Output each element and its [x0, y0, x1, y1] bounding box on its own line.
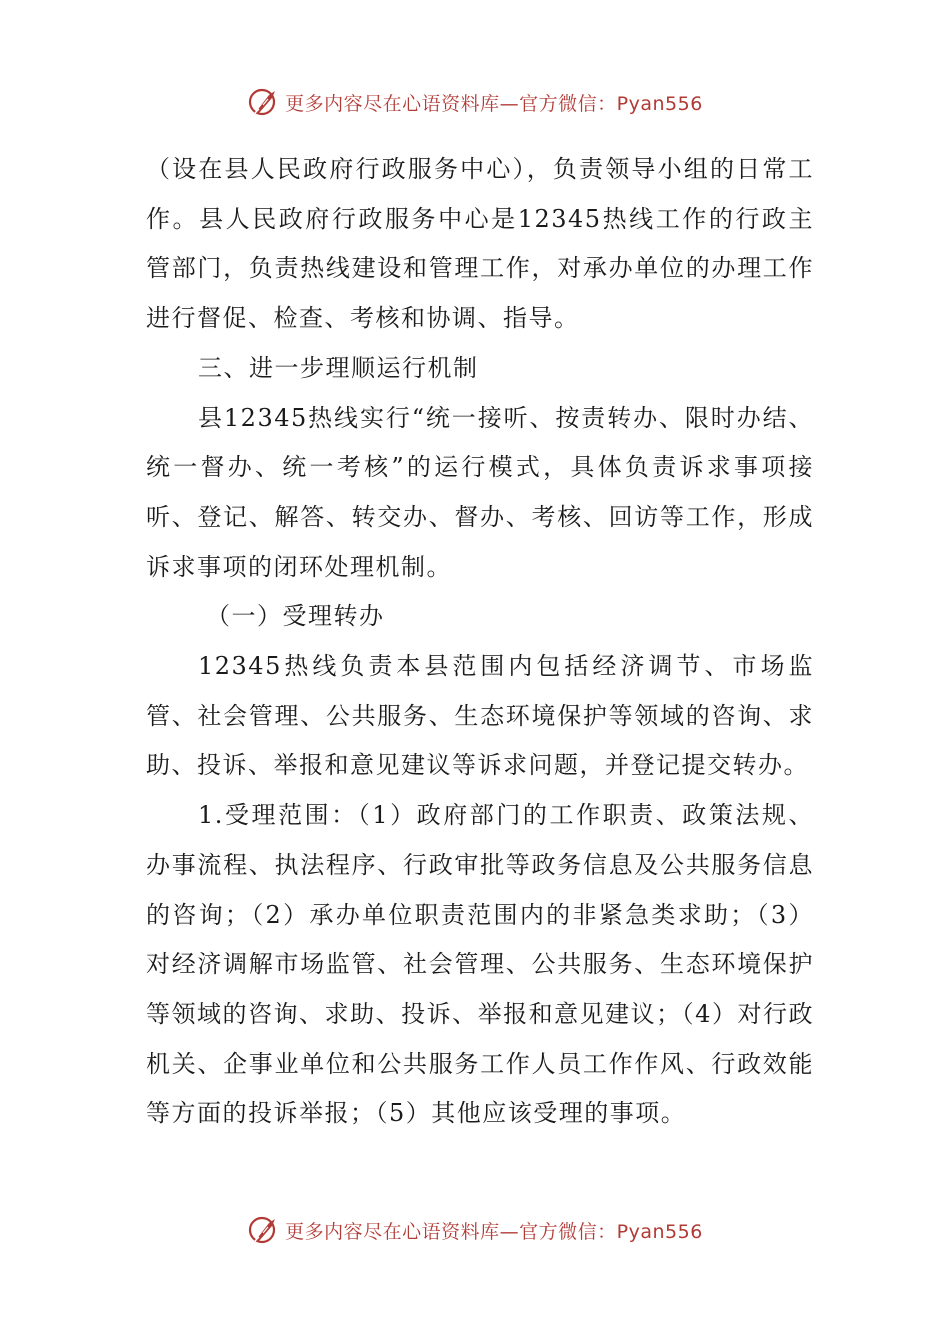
footer-banner — [0, 1208, 950, 1252]
header-banner-text: 更多内容尽在心语资料库—官方微信：Pyan556 — [285, 92, 703, 115]
header-banner — [0, 80, 950, 124]
document-body — [146, 145, 814, 1139]
paragraph-operating-mode: 县12345热线实行“统一接听、按责转办、限时办结、统一督办、统一考核”的运行模式，具体负责诉求事项接听、登记、解答、转交办、督办、考核、回访等工作，形成诉求事项的闭环处理机制。 — [146, 403, 814, 581]
paragraph-hotline-scope: 12345热线负责本县范围内包括经济调节、市场监管、社会管理、公共服务、生态环境保护等领域的咨询、求助、投诉、举报和意见建议等诉求问题，并登记提交转办。 — [146, 652, 814, 780]
paragraph-acceptance-scope: 1.受理范围：（1）政府部门的工作职责、政策法规、办事流程、执法程序、行政审批等政务信息及公共服务信息的咨询；（2）承办单位职责范围内的非紧急类求助；（3）对经济调解市场监管、社会管理、公共服务、生态环境保护等领域的咨询、求助、投诉、举报和意见建议；（4）对行政机关、企事业单位和公共服务工作人员工作作风、行政效能等方面的投诉举报；（5）其他应该受理的事项。 — [146, 801, 814, 1128]
pen-nib-logo-icon — [247, 1213, 281, 1247]
paragraph-leading-office: （设在县人民政府行政服务中心），负责领导小组的日常工作。县人民政府行政服务中心是12345热线工作的行政主管部门，负责热线建设和管理工作，对承办单位的办理工作进行督促、检查、考核和协调、指导。 — [146, 155, 814, 333]
footer-banner-text: 更多内容尽在心语资料库—官方微信：Pyan556 — [285, 1220, 703, 1243]
section-heading-mechanism: 三、进一步理顺运行机制 — [198, 353, 479, 382]
subsection-heading-acceptance: （一）受理转办 — [206, 602, 385, 631]
pen-nib-logo-icon — [247, 85, 281, 119]
